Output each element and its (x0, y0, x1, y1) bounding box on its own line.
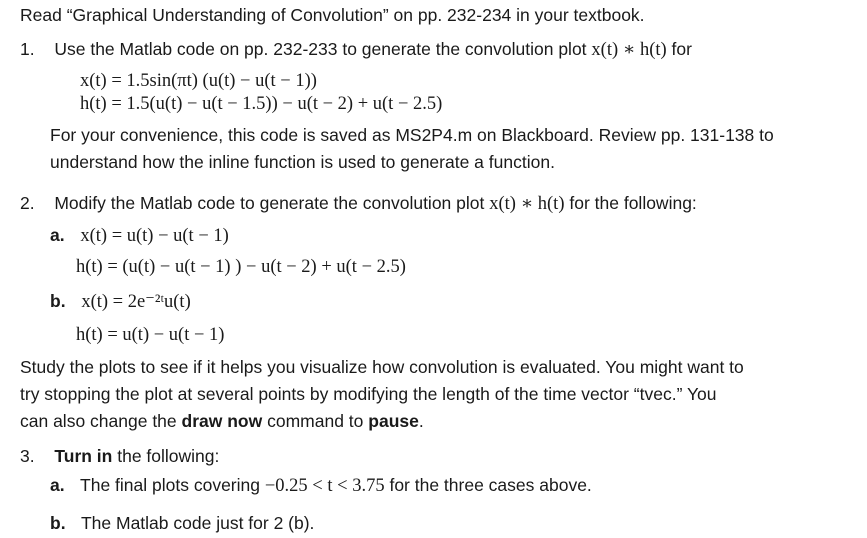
item-2b-x-equation: x(t) = 2e⁻²ᵗu(t) (81, 292, 191, 312)
item-2-text: Modify the Matlab code to generate the convolution plot (54, 193, 485, 213)
item-2a-x-equation: x(t) = u(t) − u(t − 1) (80, 226, 229, 246)
study-line-1: Study the plots to see if it helps you visualize how convolution is evaluated. You might want to (20, 357, 744, 377)
item-1-math: x(t) ∗ h(t) (591, 40, 667, 60)
item-3b-label: b. (50, 513, 66, 533)
item-3b (50, 512, 314, 534)
study-line-2: try stopping the plot at several points by modifying the length of the time vector “tvec.” You (20, 384, 717, 404)
item-2b-label: b. (50, 291, 66, 311)
item-3a-math: −0.25 < t < 3.75 (264, 476, 385, 496)
study-line-3-pre: can also change the (20, 411, 177, 431)
study-line-3 (20, 410, 424, 432)
study-bold-draw-now: draw now (181, 411, 263, 431)
item-3b-text: The Matlab code just for 2 (b). (80, 513, 315, 533)
item-1-suffix: for (671, 39, 692, 59)
item-2a-h-equation: h(t) = (u(t) − u(t − 1) ) − u(t − 2) + u(t − 2.5) (76, 257, 406, 277)
item-2a-x (50, 224, 229, 247)
item-3a-text-post: for the three cases above. (389, 475, 592, 495)
study-bold-pause: pause (368, 411, 419, 431)
item-3a-label: a. (50, 475, 65, 495)
item-3a-text-pre: The final plots covering (80, 475, 260, 495)
item-1-equation-h: h(t) = 1.5(u(t) − u(t − 1.5)) − u(t − 2) + u(t − 2.5) (80, 94, 443, 114)
item-2-suffix: for the following: (569, 193, 697, 213)
item-1-number: 1. (20, 39, 35, 59)
item-1-equation-x: x(t) = 1.5sin(πt) (u(t) − u(t − 1)) (80, 71, 317, 91)
item-2b-h-equation: h(t) = u(t) − u(t − 1) (76, 325, 225, 345)
item-3-number: 3. (20, 446, 35, 466)
item-1-note-line-1: For your convenience, this code is saved as MS2P4.m on Blackboard. Review pp. 131-138 to (50, 125, 774, 145)
item-3-heading (20, 445, 219, 467)
item-3-bold: Turn in (54, 446, 113, 466)
item-2-heading (20, 192, 697, 215)
intro-line: Read “Graphical Understanding of Convolution” on pp. 232-234 in your textbook. (20, 5, 645, 25)
item-2b-x (50, 290, 191, 313)
study-line-3-end: . (418, 411, 424, 431)
item-2-math: x(t) ∗ h(t) (489, 194, 565, 214)
item-3-text: the following: (117, 446, 220, 466)
item-1-text: Use the Matlab code on pp. 232-233 to generate the convolution plot (54, 39, 587, 59)
item-2a-label: a. (50, 225, 65, 245)
item-2-number: 2. (20, 193, 35, 213)
item-3a (50, 474, 592, 497)
item-1-heading (20, 38, 692, 61)
item-1-note-line-2: understand how the inline function is used to generate a function. (50, 152, 555, 172)
study-line-3-mid: command to (267, 411, 364, 431)
